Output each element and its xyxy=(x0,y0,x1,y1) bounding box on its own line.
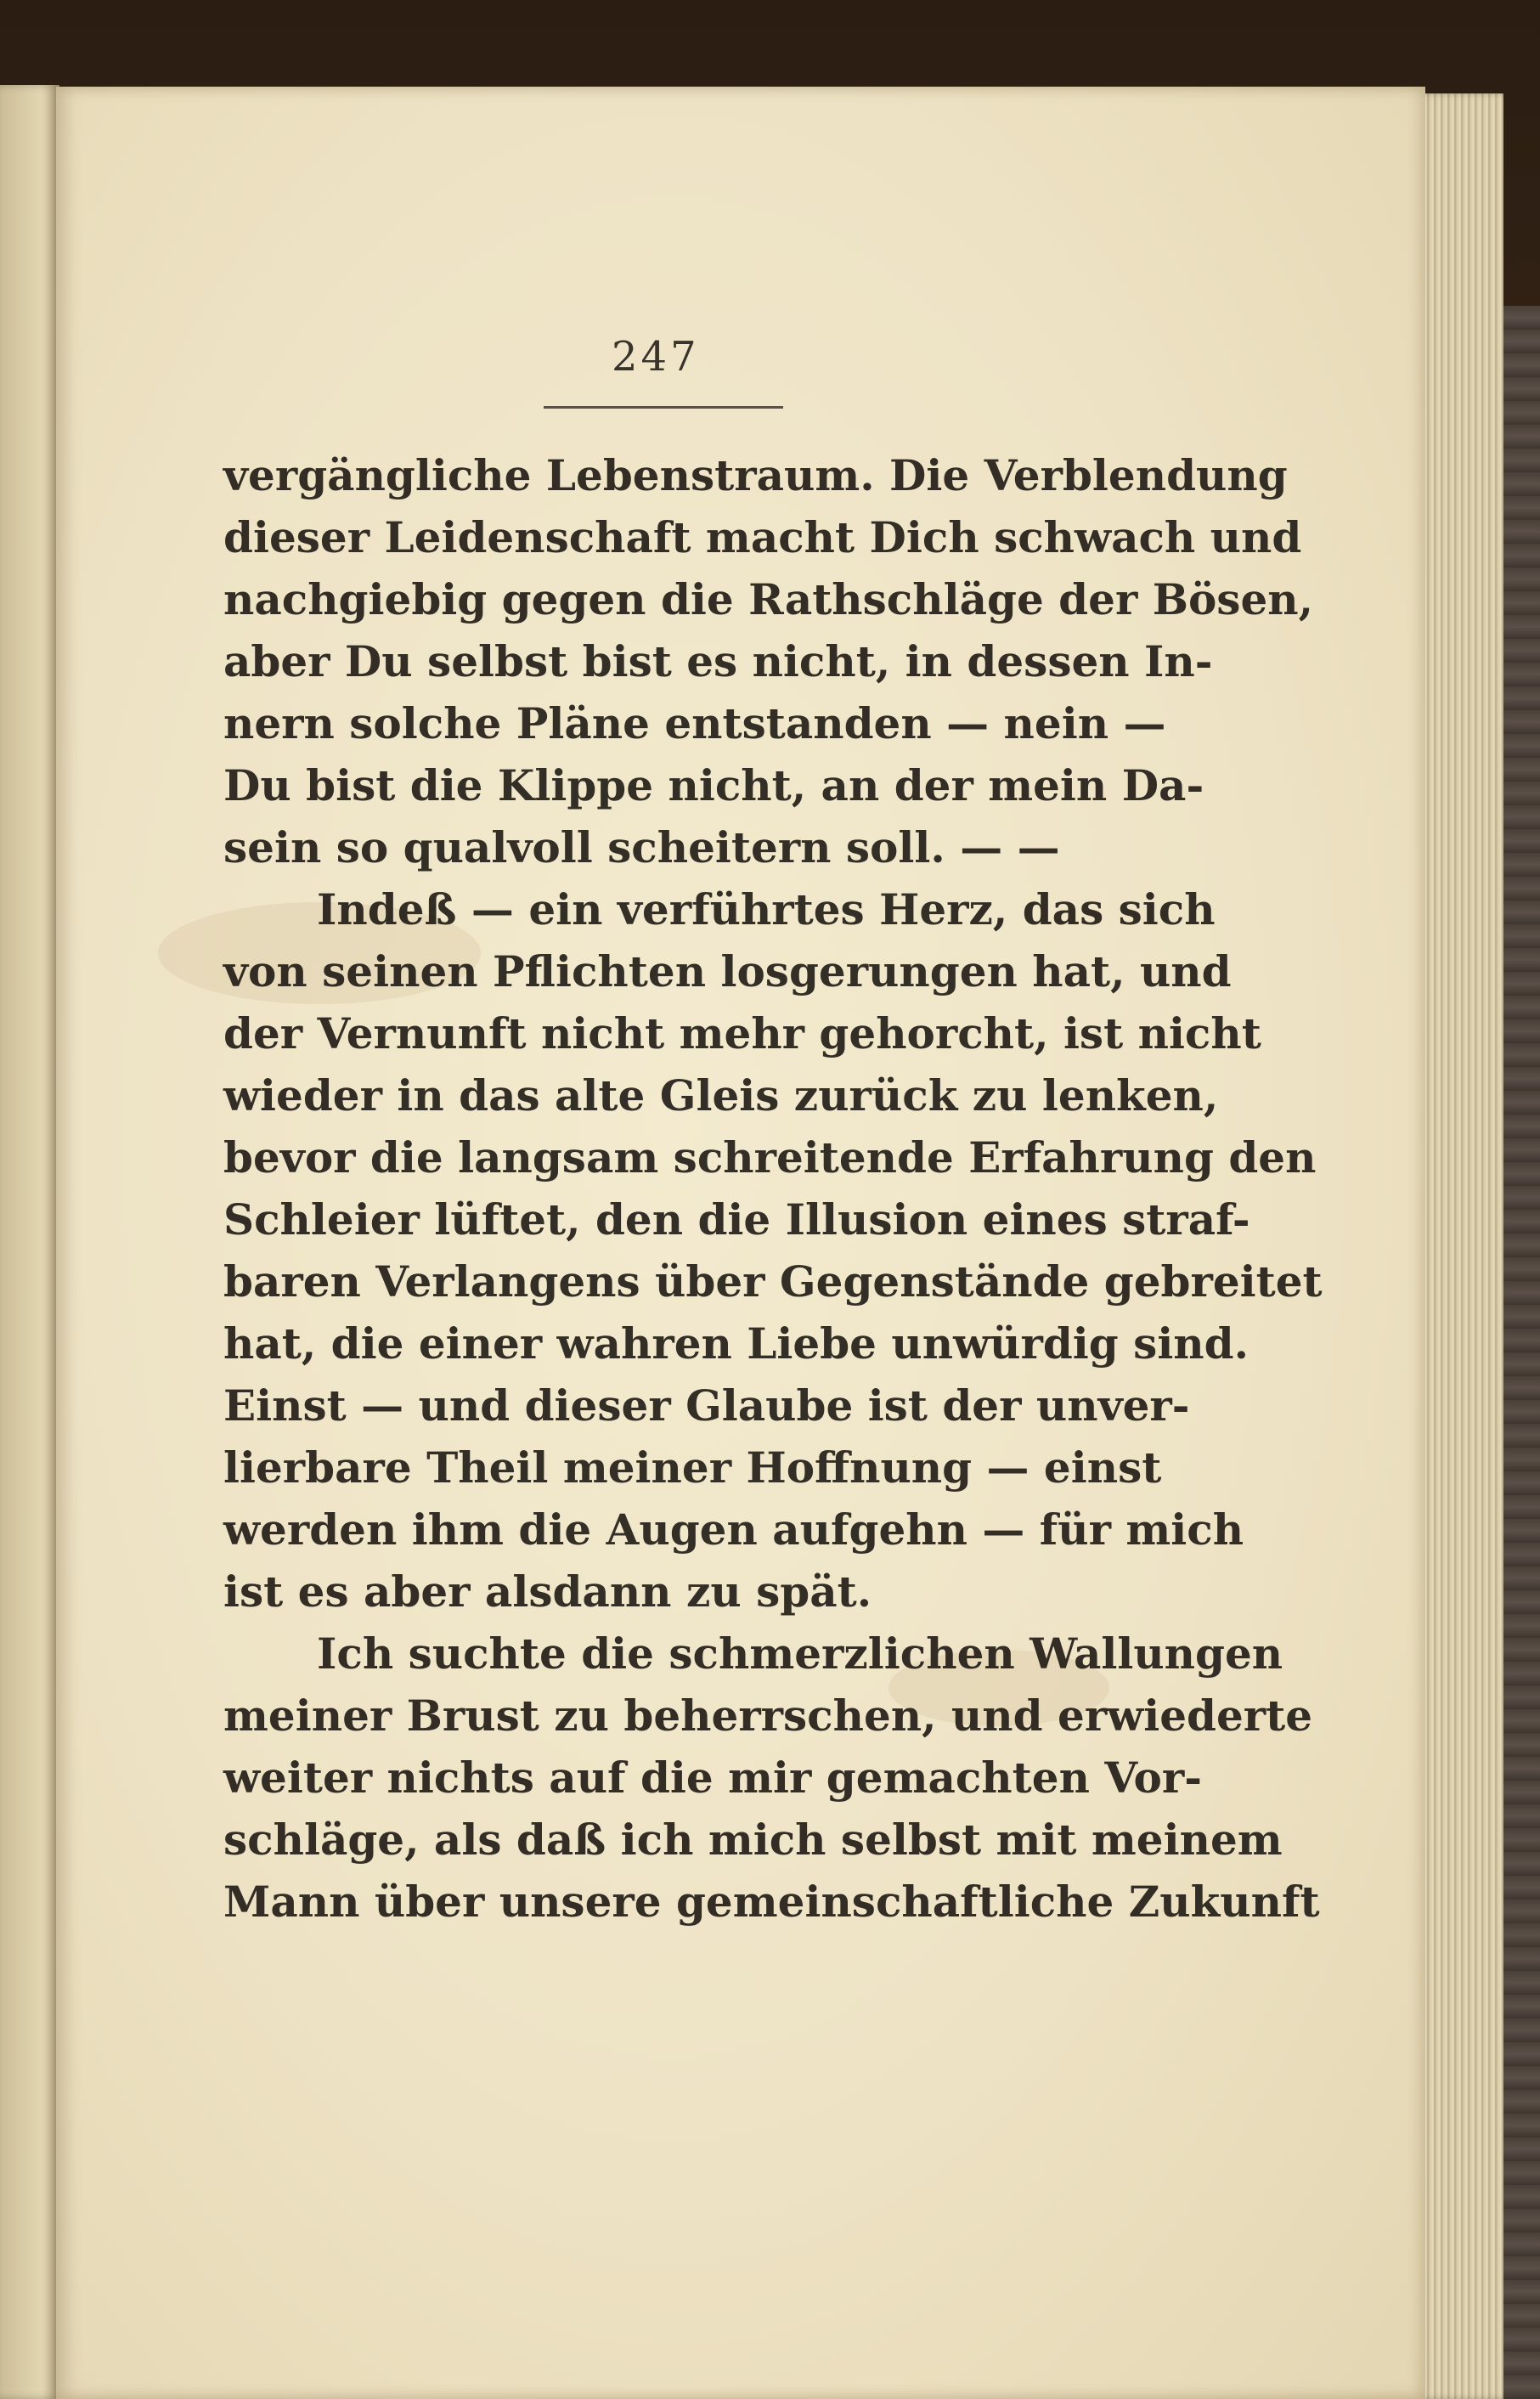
text-line: Einst — und dieser Glaube ist der unver- xyxy=(223,1380,1190,1431)
text-line: werden ihm die Augen aufgehn — für mich xyxy=(223,1504,1244,1555)
text-line: hat, die einer wahren Liebe unwürdig sind. xyxy=(223,1318,1249,1369)
text-line: von seinen Pflichten losgerungen hat, und xyxy=(223,946,1232,996)
text-line: Du bist die Klippe nicht, an der mein Da- xyxy=(223,760,1204,810)
text-line: Mann über unsere gemeinschaftliche Zukunft xyxy=(223,1877,1320,1927)
text-line: Ich suchte die schmerzlichen Wallungen xyxy=(317,1628,1283,1679)
header-rule xyxy=(544,406,783,409)
text-line: schläge, als daß ich mich selbst mit meinem xyxy=(223,1815,1283,1865)
text-line: aber Du selbst bist es nicht, in dessen In- xyxy=(223,636,1213,686)
text-line: sein so qualvoll scheitern soll. — — xyxy=(223,822,1060,872)
page-number: 247 xyxy=(612,333,700,381)
text-line: Schleier lüftet, den die Illusion eines straf- xyxy=(223,1194,1250,1245)
text-line: vergängliche Lebenstraum. Die Verblendung xyxy=(223,450,1288,500)
text-line: nachgiebig gegen die Rathschläge der Bösen, xyxy=(223,574,1314,624)
body-text xyxy=(223,444,1323,1933)
text-line: baren Verlangens über Gegenstände gebreitet xyxy=(223,1256,1323,1307)
text-line: Indeß — ein verführtes Herz, das sich xyxy=(317,884,1216,934)
text-line: ist es aber alsdann zu spät. xyxy=(223,1566,872,1617)
text-line: bevor die langsam schreitende Erfahrung den xyxy=(223,1132,1317,1183)
text-line: lierbare Theil meiner Hoffnung — einst xyxy=(223,1442,1162,1493)
previous-page-edge xyxy=(0,85,59,2399)
text-line: der Vernunft nicht mehr gehorcht, ist nicht xyxy=(223,1008,1261,1058)
text-line: weiter nichts auf die mir gemachten Vor- xyxy=(223,1753,1202,1803)
text-line: wieder in das alte Gleis zurück zu lenken, xyxy=(223,1070,1219,1120)
text-line: dieser Leidenschaft macht Dich schwach und xyxy=(223,512,1302,562)
text-line: meiner Brust zu beherrschen, und erwiederte xyxy=(223,1691,1313,1741)
text-line: nern solche Pläne entstanden — nein — xyxy=(223,698,1166,748)
